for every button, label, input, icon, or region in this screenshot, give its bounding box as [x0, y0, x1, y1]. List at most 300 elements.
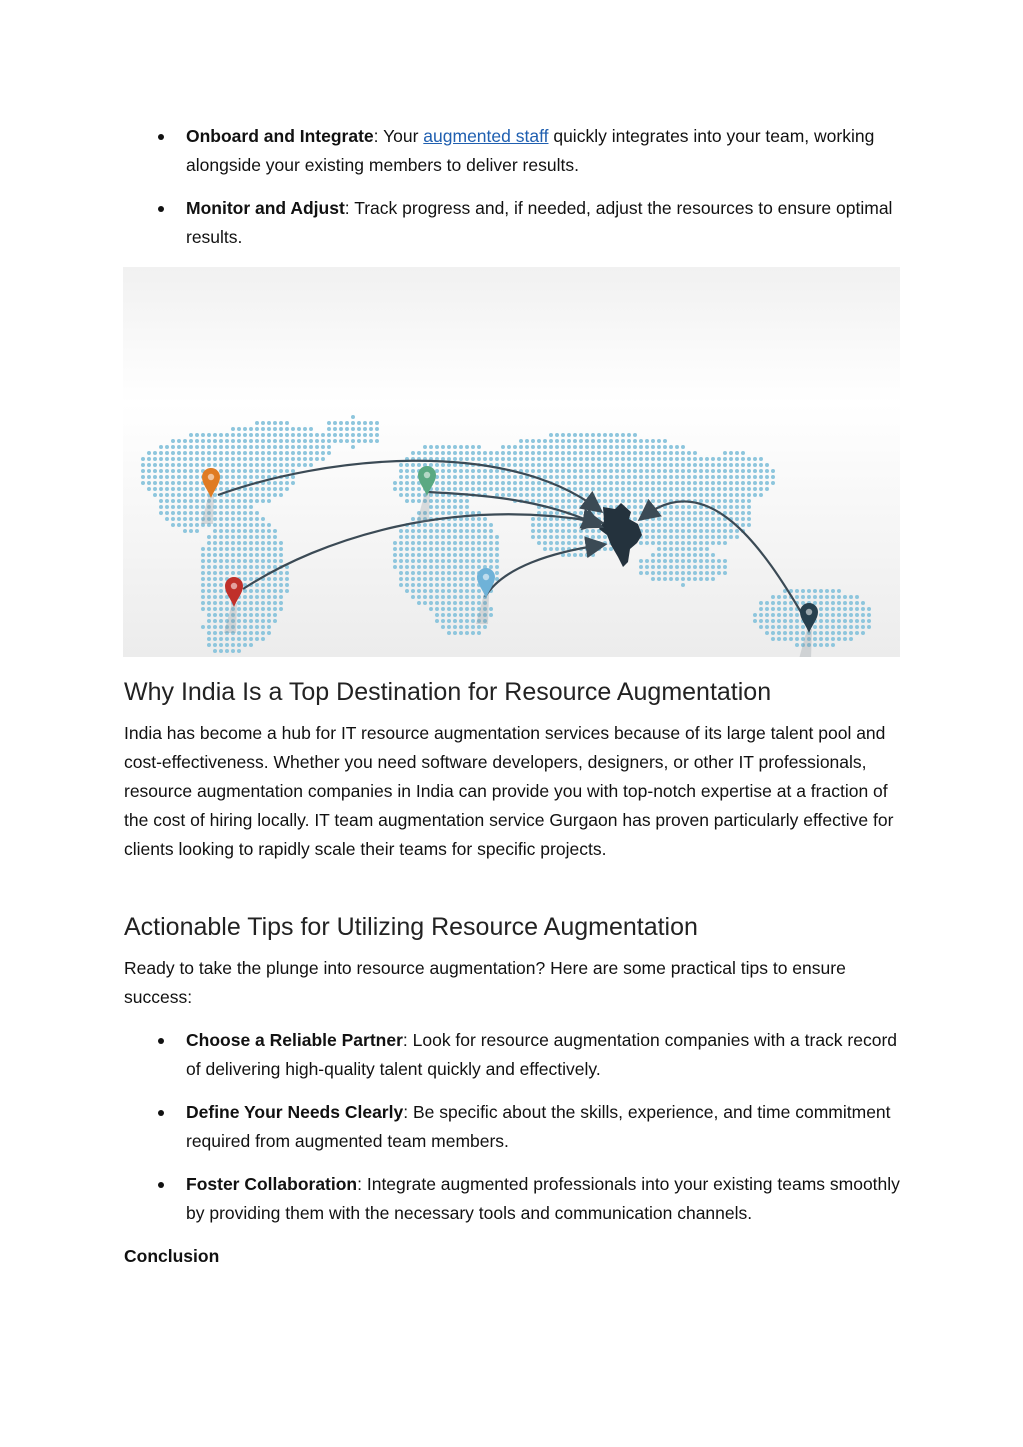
map-dot [441, 535, 445, 539]
map-dot [657, 565, 661, 569]
map-dot [507, 475, 511, 479]
map-dot [669, 481, 673, 485]
map-dot [231, 475, 235, 479]
map-dot [477, 457, 481, 461]
map-dot [243, 625, 247, 629]
map-dot [471, 613, 475, 617]
map-dot [501, 451, 505, 455]
map-dot [435, 487, 439, 491]
map-dot [645, 541, 649, 545]
map-dot [525, 493, 529, 497]
map-dot [417, 541, 421, 545]
map-dot [459, 601, 463, 605]
map-dot [645, 523, 649, 527]
map-dot [771, 631, 775, 635]
map-dot [651, 529, 655, 533]
map-dot [237, 601, 241, 605]
list-item [186, 194, 906, 252]
map-dot [201, 487, 205, 491]
map-dot [681, 523, 685, 527]
map-dot [279, 607, 283, 611]
map-dot [453, 607, 457, 611]
map-dot [273, 427, 277, 431]
map-dot [585, 493, 589, 497]
map-dot [585, 439, 589, 443]
map-dot [663, 487, 667, 491]
map-dot [201, 547, 205, 551]
map-dot [207, 607, 211, 611]
map-dot [615, 439, 619, 443]
map-dot [273, 469, 277, 473]
map-dot [285, 463, 289, 467]
map-dot [675, 541, 679, 545]
map-dot [567, 505, 571, 509]
map-dot [723, 505, 727, 509]
map-dot [183, 529, 187, 533]
map-dot [465, 445, 469, 449]
map-dot [459, 529, 463, 533]
map-dot [855, 607, 859, 611]
map-dot [861, 619, 865, 623]
map-dot [153, 457, 157, 461]
map-dot [213, 637, 217, 641]
map-dot [255, 427, 259, 431]
map-dot [849, 625, 853, 629]
map-dot [249, 619, 253, 623]
map-dot [405, 571, 409, 575]
map-dot [717, 505, 721, 509]
map-dot [597, 535, 601, 539]
map-dot [453, 523, 457, 527]
map-dot [825, 631, 829, 635]
map-dot [747, 517, 751, 521]
map-dot [819, 619, 823, 623]
bullet-icon [158, 134, 164, 140]
map-dot [441, 505, 445, 509]
map-dot [657, 499, 661, 503]
list-item-term: Choose a Reliable Partner [186, 1030, 403, 1050]
list-item [186, 122, 906, 180]
map-dot [651, 553, 655, 557]
map-dot [225, 463, 229, 467]
map-dot [639, 487, 643, 491]
map-dot [273, 481, 277, 485]
map-dot [183, 511, 187, 515]
map-dot [261, 589, 265, 593]
map-dot [741, 481, 745, 485]
map-dot [789, 619, 793, 623]
map-dot [447, 577, 451, 581]
map-dot [651, 535, 655, 539]
map-dot [585, 511, 589, 515]
map-dot [621, 463, 625, 467]
map-dot [687, 457, 691, 461]
map-dot [819, 601, 823, 605]
map-dot [441, 499, 445, 503]
map-dot [267, 481, 271, 485]
map-dot [705, 559, 709, 563]
map-dot [459, 553, 463, 557]
map-dot [657, 445, 661, 449]
map-dot [489, 541, 493, 545]
map-dot [459, 613, 463, 617]
map-dot [669, 505, 673, 509]
map-dot [261, 631, 265, 635]
map-dot [597, 469, 601, 473]
map-dot [309, 433, 313, 437]
map-dot [861, 607, 865, 611]
map-dot [201, 439, 205, 443]
map-dot [627, 445, 631, 449]
map-dot [267, 493, 271, 497]
map-dot [525, 463, 529, 467]
map-dot [237, 559, 241, 563]
map-dot [585, 535, 589, 539]
map-dot [435, 559, 439, 563]
map-dot [567, 541, 571, 545]
map-dot [525, 469, 529, 473]
map-dot [579, 529, 583, 533]
map-dot [657, 523, 661, 527]
map-dot [477, 595, 481, 599]
map-dot [447, 541, 451, 545]
map-dot [783, 637, 787, 641]
map-dot [453, 511, 457, 515]
map-dot [435, 607, 439, 611]
map-dot [837, 625, 841, 629]
map-dot [429, 589, 433, 593]
map-dot [267, 565, 271, 569]
map-dot [843, 607, 847, 611]
map-dot [171, 487, 175, 491]
map-dot [429, 523, 433, 527]
map-dot [603, 475, 607, 479]
map-dot [729, 535, 733, 539]
map-dot [519, 475, 523, 479]
map-dot [249, 505, 253, 509]
map-dot [675, 475, 679, 479]
map-dot [771, 607, 775, 611]
map-dot [249, 637, 253, 641]
map-dot [687, 475, 691, 479]
map-dot [657, 511, 661, 515]
map-dot [591, 445, 595, 449]
map-dot [153, 487, 157, 491]
map-dot [255, 553, 259, 557]
map-dot [195, 457, 199, 461]
map-dot [429, 541, 433, 545]
map-dot [699, 517, 703, 521]
map-dot [465, 541, 469, 545]
map-dot [627, 505, 631, 509]
map-dot [729, 469, 733, 473]
map-dot [177, 523, 181, 527]
map-dot [447, 451, 451, 455]
map-dot [207, 451, 211, 455]
map-dot [225, 457, 229, 461]
map-dot [753, 481, 757, 485]
map-dot [609, 475, 613, 479]
map-dot [705, 517, 709, 521]
map-dot [585, 553, 589, 557]
map-dot [531, 523, 535, 527]
map-dot [567, 481, 571, 485]
map-dot [159, 469, 163, 473]
map-dot [435, 583, 439, 587]
map-dot [669, 559, 673, 563]
map-dot [525, 445, 529, 449]
map-dot [621, 499, 625, 503]
map-dot [237, 649, 241, 653]
map-dot [255, 451, 259, 455]
map-dot [687, 571, 691, 575]
map-dot [699, 475, 703, 479]
map-dot [663, 469, 667, 473]
map-dot [351, 421, 355, 425]
map-dot [435, 553, 439, 557]
map-dot [477, 469, 481, 473]
map-dot [411, 547, 415, 551]
map-dot [465, 571, 469, 575]
map-dot [657, 457, 661, 461]
map-dot [669, 523, 673, 527]
map-dot [711, 577, 715, 581]
map-dot [243, 517, 247, 521]
map-dot [411, 481, 415, 485]
map-dot [573, 451, 577, 455]
map-dot [489, 481, 493, 485]
map-dot [243, 445, 247, 449]
map-dot [717, 541, 721, 545]
map-dot [237, 475, 241, 479]
map-dot [171, 481, 175, 485]
map-dot [711, 499, 715, 503]
map-dot [255, 535, 259, 539]
map-dot [585, 505, 589, 509]
map-dot [345, 433, 349, 437]
map-dot [591, 457, 595, 461]
map-dot [591, 547, 595, 551]
map-dot [759, 619, 763, 623]
map-dot [489, 613, 493, 617]
map-dot [405, 493, 409, 497]
map-dot [237, 523, 241, 527]
map-dot [525, 457, 529, 461]
map-dot [597, 481, 601, 485]
map-dot [747, 493, 751, 497]
map-dot [447, 469, 451, 473]
map-dot [213, 631, 217, 635]
map-dot [645, 439, 649, 443]
map-dot [189, 529, 193, 533]
map-dot [681, 583, 685, 587]
map-dot [537, 493, 541, 497]
map-dot [273, 589, 277, 593]
map-dot [417, 499, 421, 503]
map-dot [465, 475, 469, 479]
map-dot [459, 457, 463, 461]
map-dot [261, 607, 265, 611]
map-dot [669, 463, 673, 467]
map-dot [585, 529, 589, 533]
map-dot [399, 583, 403, 587]
map-dot [825, 625, 829, 629]
map-dot [297, 457, 301, 461]
map-dot [567, 529, 571, 533]
map-dot [399, 571, 403, 575]
map-dot [213, 577, 217, 581]
map-dot [255, 559, 259, 563]
map-dot [453, 631, 457, 635]
map-dot [351, 445, 355, 449]
map-dot [615, 487, 619, 491]
map-dot [687, 529, 691, 533]
map-dot [645, 505, 649, 509]
map-dot [411, 571, 415, 575]
map-dot [237, 463, 241, 467]
map-dot [399, 577, 403, 581]
map-dot [627, 463, 631, 467]
map-dot [195, 469, 199, 473]
map-dot [657, 439, 661, 443]
map-dot [441, 481, 445, 485]
map-dot [261, 553, 265, 557]
map-dot [267, 535, 271, 539]
map-dot [189, 451, 193, 455]
map-dot [225, 505, 229, 509]
map-dot [747, 511, 751, 515]
map-dot [849, 607, 853, 611]
map-dot [435, 589, 439, 593]
map-dot [231, 571, 235, 575]
map-dot [681, 475, 685, 479]
map-dot [555, 487, 559, 491]
map-dot [441, 589, 445, 593]
augmented-staff-link[interactable]: augmented staff [423, 126, 549, 146]
map-dot [273, 595, 277, 599]
map-dot [507, 457, 511, 461]
map-dot [219, 619, 223, 623]
map-dot [621, 475, 625, 479]
map-dot [867, 613, 871, 617]
map-dot [573, 529, 577, 533]
map-dot [225, 535, 229, 539]
map-dot [411, 565, 415, 569]
map-dot [201, 457, 205, 461]
map-dot [465, 595, 469, 599]
map-dot [213, 433, 217, 437]
map-dot [531, 517, 535, 521]
section-heading-actionable-tips: Actionable Tips for Utilizing Resource Augmentation [124, 913, 698, 941]
map-dot [537, 529, 541, 533]
map-dot [573, 433, 577, 437]
map-dot [231, 649, 235, 653]
map-dot [177, 451, 181, 455]
map-dot [435, 505, 439, 509]
map-dot [735, 463, 739, 467]
map-dot [261, 613, 265, 617]
map-dot [399, 475, 403, 479]
map-dot [267, 613, 271, 617]
map-dot [747, 463, 751, 467]
map-dot [429, 601, 433, 605]
map-dot [435, 535, 439, 539]
map-dot [675, 487, 679, 491]
map-dot [543, 493, 547, 497]
map-dot [549, 517, 553, 521]
map-dot [669, 469, 673, 473]
map-dot [279, 487, 283, 491]
map-dot [165, 445, 169, 449]
map-dot [495, 547, 499, 551]
map-dot [837, 613, 841, 617]
map-dot [741, 493, 745, 497]
map-dot [711, 487, 715, 491]
map-dot [711, 463, 715, 467]
map-dot [213, 541, 217, 545]
map-dot [693, 547, 697, 551]
map-dot [633, 445, 637, 449]
map-dot [543, 535, 547, 539]
list-item-text: : Your [373, 126, 424, 146]
map-dot [255, 613, 259, 617]
map-dot [297, 463, 301, 467]
map-dot [495, 565, 499, 569]
map-dot [225, 523, 229, 527]
map-dot [483, 523, 487, 527]
map-dot [537, 541, 541, 545]
map-dot [279, 553, 283, 557]
map-dot [273, 451, 277, 455]
map-dot [573, 487, 577, 491]
map-dot [579, 523, 583, 527]
map-dot [231, 529, 235, 533]
map-dot [657, 553, 661, 557]
map-dot [531, 451, 535, 455]
map-dot [639, 499, 643, 503]
map-dot [189, 469, 193, 473]
map-dot [249, 565, 253, 569]
map-dot [141, 475, 145, 479]
map-dot [675, 481, 679, 485]
map-dot [189, 481, 193, 485]
map-dot [399, 535, 403, 539]
map-dot [639, 565, 643, 569]
map-dot [429, 511, 433, 515]
map-dot [159, 481, 163, 485]
map-dot [357, 427, 361, 431]
map-dot [747, 481, 751, 485]
map-dot [675, 463, 679, 467]
map-dot [477, 625, 481, 629]
map-dot [777, 607, 781, 611]
map-dot [279, 457, 283, 461]
map-dot [195, 487, 199, 491]
map-dot [813, 637, 817, 641]
map-dot [723, 457, 727, 461]
map-dot [219, 505, 223, 509]
map-dot [561, 523, 565, 527]
map-dot [201, 445, 205, 449]
map-dot [705, 565, 709, 569]
map-dot [243, 499, 247, 503]
map-dot [753, 457, 757, 461]
map-dot [393, 481, 397, 485]
map-dot [243, 637, 247, 641]
map-dot [729, 481, 733, 485]
map-dot [603, 433, 607, 437]
map-dot [237, 469, 241, 473]
